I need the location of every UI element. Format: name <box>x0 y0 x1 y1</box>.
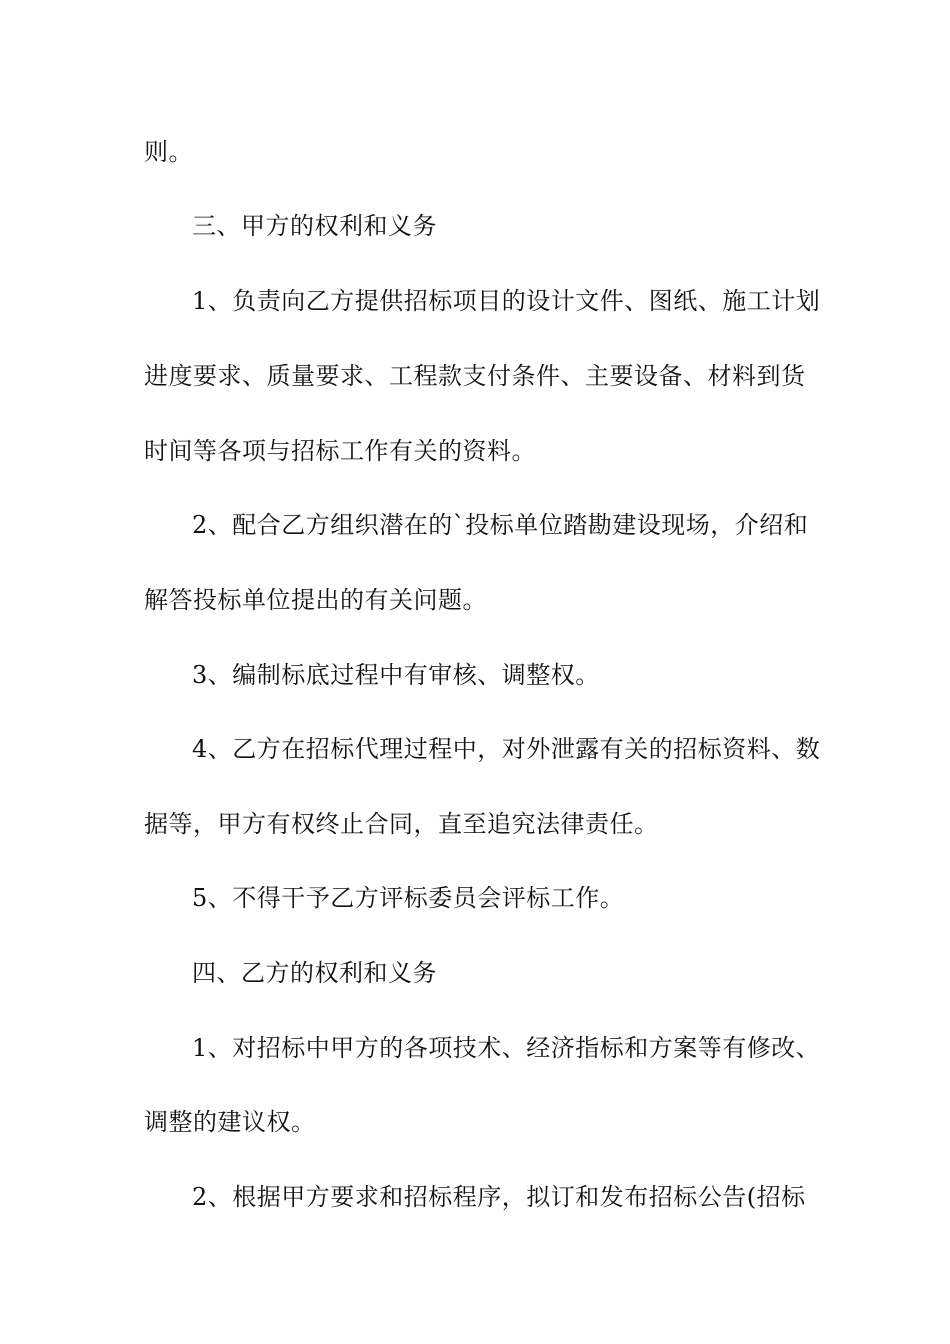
text-line: 则。 <box>144 138 193 166</box>
paragraph-line: 据等，甲方有权终止合同，直至追究法律责任。 <box>144 810 659 838</box>
paragraph-line: 解答投标单位提出的有关问题。 <box>144 586 487 614</box>
paragraph-line: 2、配合乙方组织潜在的`投标单位踏勘建设现场，介绍和 <box>192 511 809 539</box>
paragraph-line: 2、根据甲方要求和招标程序，拟订和发布招标公告(招标 <box>192 1183 806 1211</box>
paragraph-line: 1、负责向乙方提供招标项目的设计文件、图纸、施工计划 <box>192 287 821 315</box>
paragraph-line: 4、乙方在招标代理过程中，对外泄露有关的招标资料、数 <box>192 735 821 763</box>
paragraph-line: 进度要求、质量要求、工程款支付条件、主要设备、材料到货 <box>144 362 806 390</box>
paragraph-line: 3、编制标底过程中有审核、调整权。 <box>192 661 600 689</box>
section-heading-4: 四、乙方的权利和义务 <box>192 959 437 987</box>
paragraph-line: 1、对招标中甲方的各项技术、经济指标和方案等有修改、 <box>192 1034 821 1062</box>
paragraph-line: 5、不得干予乙方评标委员会评标工作。 <box>192 884 625 912</box>
section-heading-3: 三、甲方的权利和义务 <box>192 212 437 240</box>
paragraph-line: 调整的建议权。 <box>144 1108 316 1136</box>
paragraph-line: 时间等各项与招标工作有关的资料。 <box>144 437 536 465</box>
